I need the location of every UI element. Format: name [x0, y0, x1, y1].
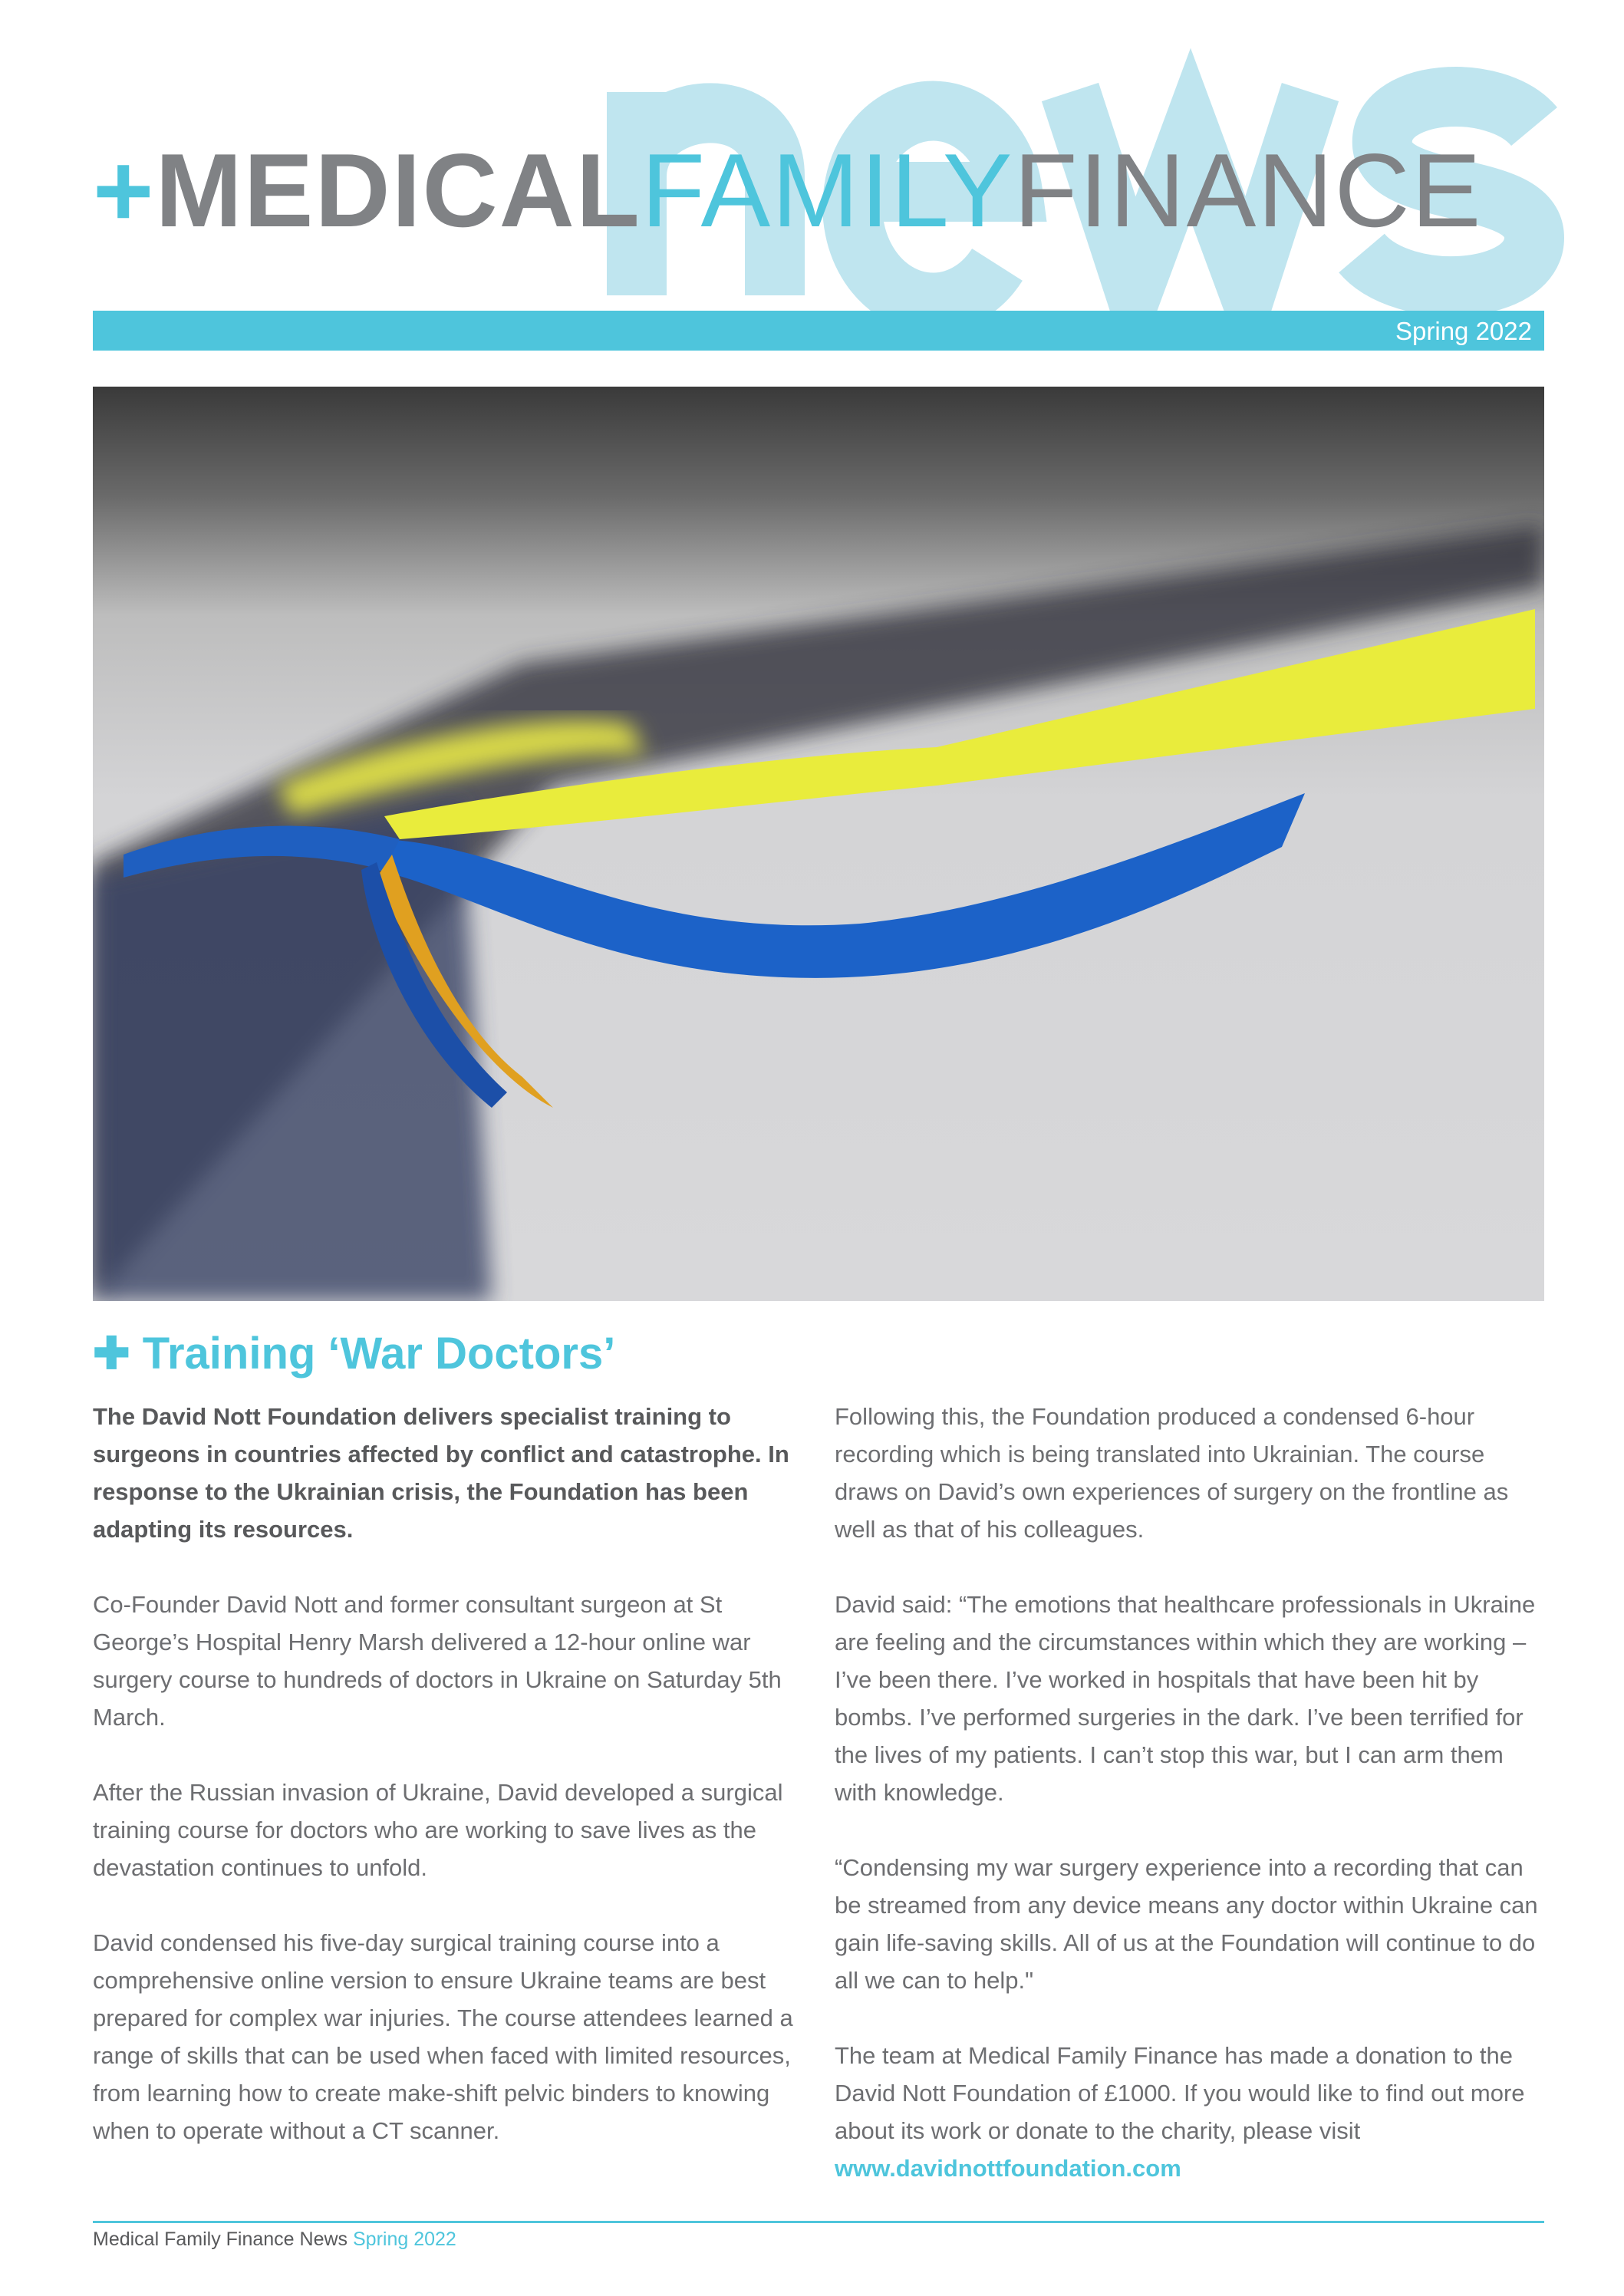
foundation-link[interactable]: www.davidnottfoundation.com — [835, 2155, 1181, 2182]
footer-publication: Medical Family Finance News — [93, 2228, 348, 2250]
footer — [93, 2228, 456, 2251]
issue-label: Spring 2022 — [1395, 317, 1532, 345]
issue-banner — [93, 311, 1544, 351]
logo-medical: MEDICAL — [155, 132, 641, 249]
logo-finance: FINANCE — [1013, 132, 1483, 249]
article-column-right — [835, 1398, 1548, 2187]
article-paragraph: After the Russian invasion of Ukraine, David developed a surgical training course for doctors who are working to save lives as the devastation continues to unfold. — [93, 1779, 783, 1881]
plus-icon: ✚ — [93, 1329, 130, 1379]
article-paragraph: Following this, the Foundation produced a condensed 6-hour recording which is being translated into Ukrainian. The course draws on David’s own experiences of surgery on the frontline as well as that of his colleagues. — [835, 1403, 1509, 1543]
ukraine-ribbon-photo — [93, 387, 1544, 1301]
article-paragraph: Co-Founder David Nott and former consultant surgeon at St George’s Hospital Henry Marsh delivered a 12-hour online war surgery course to hundreds of doctors in Ukraine on Saturday 5th March. — [93, 1591, 782, 1731]
footer-issue: Spring 2022 — [353, 2228, 456, 2250]
plus-icon: + — [93, 132, 156, 249]
article-paragraph: David condensed his five-day surgical training course into a comprehensive online version to ensure Ukraine teams are best prepared for complex war injuries. The course attendees learned a range of skills that can be used when faced with limited resources, from learning how to create make-shift pelvic binders to knowing when to operate without a CT scanner. — [93, 1929, 793, 2144]
article-column-left — [93, 1398, 806, 2149]
article-paragraph — [835, 2037, 1548, 2187]
footer-divider — [93, 2221, 1544, 2223]
donation-text: The team at Medical Family Finance has made a donation to the David Nott Foundation of £1000. If you would like to find out more about its work or donate to the charity, please visit — [835, 2042, 1525, 2144]
article-paragraph: “Condensing my war surgery experience into a recording that can be streamed from any device means any doctor within Ukraine can gain life-saving skills. All of us at the Foundation will continue to do all we can to help." — [835, 1854, 1538, 1994]
logo-family: FAMILY — [641, 132, 1014, 249]
article-paragraph: David said: “The emotions that healthcare professionals in Ukraine are feeling and the circumstances within which they are working – I’ve been there. I’ve worked in hospitals that have been hit by bombs. I’ve performed surgeries in the dark. I’ve been terrified for the lives of my patients. I can’t stop this war, but I can arm them with knowledge. — [835, 1591, 1536, 1806]
article-lead: The David Nott Foundation delivers specialist training to surgeons in countries affected by conflict and catastrophe. In response to the Ukrainian crisis, the Foundation has been adapting its resources. — [93, 1403, 789, 1543]
masthead-logo — [93, 132, 1483, 249]
article-title: ✚ Training ‘War Doctors’ — [93, 1329, 616, 1379]
